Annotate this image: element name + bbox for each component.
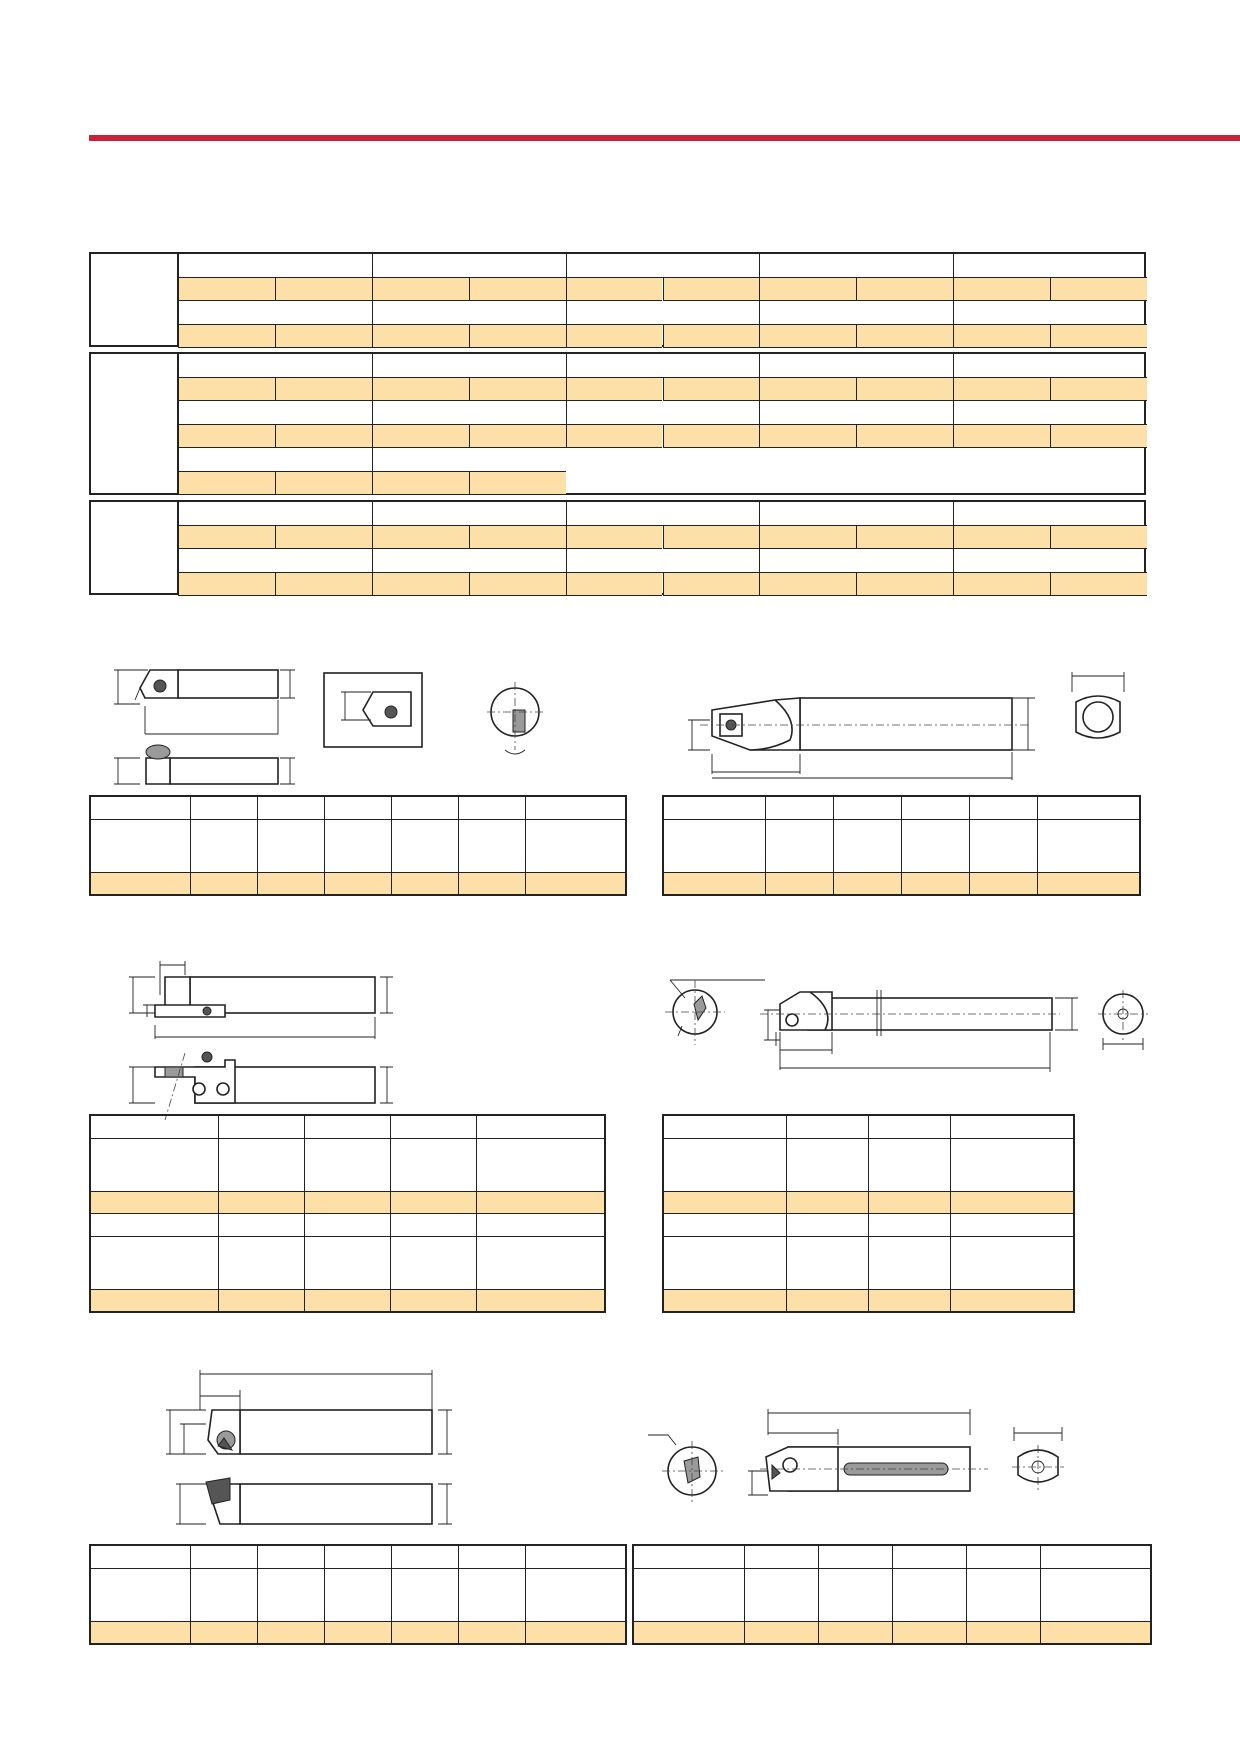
grid-cell-highlight bbox=[566, 325, 663, 349]
internal-threading-bar-figure bbox=[648, 1405, 1048, 1515]
grid-cell bbox=[372, 549, 566, 573]
grid-cell-highlight bbox=[1050, 325, 1147, 349]
grid-cell bbox=[566, 401, 760, 425]
grid-cell-highlight bbox=[953, 526, 1050, 550]
grid-cell-highlight bbox=[566, 278, 663, 302]
grid-cell-highlight bbox=[953, 278, 1050, 302]
grid-cell bbox=[372, 254, 566, 278]
application-grid-3 bbox=[89, 500, 1146, 595]
grid-cell bbox=[372, 448, 566, 472]
boring-bar-spec-table bbox=[662, 795, 1141, 896]
grid-3-cells bbox=[178, 502, 1144, 593]
grid-cell bbox=[178, 354, 372, 378]
grid-cell bbox=[953, 401, 1147, 425]
grid-cell bbox=[178, 401, 372, 425]
grid-cell bbox=[566, 354, 760, 378]
grid-cell-highlight bbox=[953, 325, 1050, 349]
grid-cell-highlight bbox=[1050, 378, 1147, 402]
grid-cell bbox=[953, 354, 1147, 378]
boring-bar-end-view bbox=[1068, 672, 1128, 752]
grid-cell-highlight bbox=[759, 526, 856, 550]
grid-cell-highlight bbox=[566, 526, 663, 550]
grid-cell-highlight bbox=[1050, 425, 1147, 449]
grid-cell-highlight bbox=[856, 278, 953, 302]
grid-cell-highlight bbox=[469, 472, 566, 496]
grid-cell-highlight bbox=[759, 425, 856, 449]
external-grooving-holder-figure bbox=[125, 955, 405, 1125]
grid-cell-highlight bbox=[953, 573, 1050, 597]
grid-cell-highlight bbox=[178, 573, 275, 597]
grid-cell-highlight bbox=[856, 425, 953, 449]
grid-cell-highlight bbox=[469, 526, 566, 550]
grid-cell-highlight bbox=[275, 526, 372, 550]
grid-cell bbox=[953, 549, 1147, 573]
grid-cell-highlight bbox=[469, 325, 566, 349]
grid-cell-highlight bbox=[663, 425, 760, 449]
external-holder-end-view bbox=[485, 680, 545, 760]
grid-cell-highlight bbox=[178, 526, 275, 550]
grid-cell bbox=[372, 301, 566, 325]
grid-cell-highlight bbox=[275, 573, 372, 597]
grid-cell-highlight bbox=[469, 573, 566, 597]
grid-cell-highlight bbox=[469, 278, 566, 302]
grid-cell-highlight bbox=[275, 378, 372, 402]
grid-cell-highlight bbox=[663, 526, 760, 550]
grid-cell-highlight bbox=[372, 325, 469, 349]
grid-cell-highlight bbox=[759, 278, 856, 302]
grid-cell-highlight bbox=[372, 472, 469, 496]
external-threading-holder-figure bbox=[160, 1370, 460, 1530]
internal-threading-end-view bbox=[1008, 1425, 1068, 1495]
grid-cell bbox=[566, 549, 760, 573]
grid-cell-highlight bbox=[856, 378, 953, 402]
external-holder-right-hand-figure bbox=[100, 660, 310, 790]
grid-cell-highlight bbox=[1050, 526, 1147, 550]
grid-cell bbox=[178, 448, 372, 472]
grid-cell-highlight bbox=[275, 278, 372, 302]
grid-cell-highlight bbox=[275, 472, 372, 496]
grid-cell bbox=[566, 502, 760, 526]
grid-cell-highlight bbox=[953, 425, 1050, 449]
grid-cell-highlight bbox=[759, 325, 856, 349]
external-holder-spec-table bbox=[89, 795, 627, 896]
grid-cell bbox=[759, 502, 953, 526]
grid-cell-highlight bbox=[372, 425, 469, 449]
grid-cell bbox=[566, 254, 760, 278]
grid-cell-highlight bbox=[178, 378, 275, 402]
internal-grooving-spec-table bbox=[662, 1114, 1075, 1313]
grid-cell bbox=[759, 301, 953, 325]
grid-cell-highlight bbox=[953, 378, 1050, 402]
grid-cell bbox=[178, 301, 372, 325]
internal-grooving-bar-figure bbox=[660, 970, 1130, 1085]
grid-cell-highlight bbox=[1050, 278, 1147, 302]
grid-cell-highlight bbox=[566, 573, 663, 597]
internal-grooving-end-view bbox=[1098, 990, 1148, 1060]
grid-cell-highlight bbox=[663, 325, 760, 349]
grid-cell bbox=[178, 549, 372, 573]
grid-cell-highlight bbox=[566, 378, 663, 402]
grid-cell bbox=[566, 301, 760, 325]
grid-cell-highlight bbox=[856, 325, 953, 349]
grid-cell-highlight bbox=[663, 378, 760, 402]
external-grooving-spec-table bbox=[89, 1114, 606, 1313]
grid-cell bbox=[759, 401, 953, 425]
grid-2-cells bbox=[178, 354, 1144, 493]
grid-cell bbox=[953, 301, 1147, 325]
grid-cell-highlight bbox=[566, 425, 663, 449]
grid-cell-highlight bbox=[178, 472, 275, 496]
grid-1-cells bbox=[178, 254, 1144, 345]
internal-threading-spec-table bbox=[632, 1544, 1152, 1645]
grid-cell-highlight bbox=[663, 278, 760, 302]
grid-row-label-cell bbox=[91, 502, 178, 593]
grid-cell-highlight bbox=[469, 425, 566, 449]
grid-cell-highlight bbox=[178, 425, 275, 449]
grid-cell-highlight bbox=[856, 526, 953, 550]
grid-cell-highlight bbox=[372, 573, 469, 597]
boring-bar-steel-shank-figure bbox=[680, 680, 1080, 780]
grid-cell-highlight bbox=[759, 378, 856, 402]
grid-row-label-cell bbox=[91, 354, 178, 493]
grid-cell bbox=[759, 254, 953, 278]
application-grid-2 bbox=[89, 352, 1146, 495]
header-accent-bar bbox=[89, 135, 1240, 141]
grid-cell-highlight bbox=[663, 573, 760, 597]
grid-cell-highlight bbox=[178, 278, 275, 302]
grid-cell bbox=[372, 354, 566, 378]
grid-cell bbox=[759, 354, 953, 378]
grid-cell-highlight bbox=[856, 573, 953, 597]
grid-cell-highlight bbox=[759, 573, 856, 597]
grid-cell bbox=[178, 254, 372, 278]
external-holder-insert-detail bbox=[323, 672, 423, 748]
grid-cell bbox=[953, 502, 1147, 526]
grid-cell bbox=[759, 549, 953, 573]
grid-cell-highlight bbox=[469, 378, 566, 402]
grid-cell-highlight bbox=[178, 325, 275, 349]
grid-cell bbox=[953, 254, 1147, 278]
grid-cell-highlight bbox=[372, 526, 469, 550]
grid-cell bbox=[178, 502, 372, 526]
grid-cell-highlight bbox=[275, 425, 372, 449]
grid-cell-highlight bbox=[372, 278, 469, 302]
grid-cell bbox=[372, 502, 566, 526]
grid-row-label-cell bbox=[91, 254, 178, 345]
application-grid-1 bbox=[89, 252, 1146, 347]
grid-cell bbox=[372, 401, 566, 425]
grid-cell-highlight bbox=[275, 325, 372, 349]
grid-cell-highlight bbox=[1050, 573, 1147, 597]
grid-cell-highlight bbox=[372, 378, 469, 402]
external-threading-spec-table bbox=[89, 1544, 627, 1645]
